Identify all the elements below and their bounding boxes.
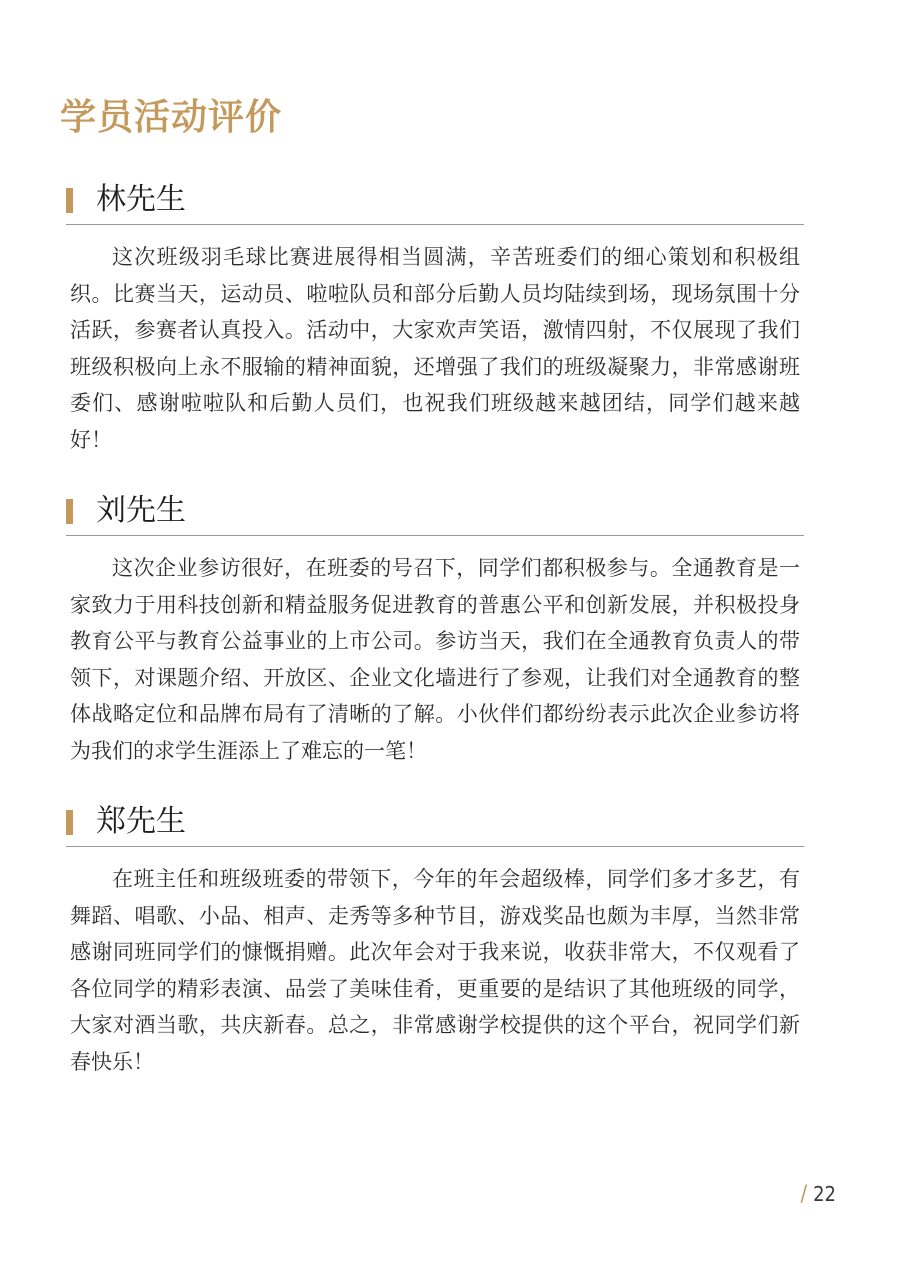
section-name: 郑先生 xyxy=(96,804,186,839)
section-zheng xyxy=(66,802,804,1081)
section-liu xyxy=(66,491,804,770)
section-header xyxy=(66,491,804,536)
section-lin xyxy=(66,180,804,459)
page-number-slash: / xyxy=(800,1182,808,1207)
section-name: 刘先生 xyxy=(96,493,186,528)
page-number xyxy=(800,1180,836,1209)
section-header xyxy=(66,802,804,847)
section-accent-bar xyxy=(66,810,73,835)
section-name: 林先生 xyxy=(96,182,186,217)
page-number-value: 22 xyxy=(813,1182,836,1206)
section-body: 这次班级羽毛球比赛进展得相当圆满，辛苦班委们的细心策划和积极组织。比赛当天，运动员、啦啦队员和部分后勤人员均陆续到场，现场氛围十分活跃，参赛者认真投入。活动中，大家欢声笑语，激情四射，不仅展现了我们班级积极向上永不服输的精神面貌，还增强了我们的班级凝聚力，非常感谢班委们、感谢啦啦队和后勤人员们，也祝我们班级越来越团结，同学们越来越好！ xyxy=(70,245,800,452)
section-header xyxy=(66,180,804,225)
section-accent-bar xyxy=(66,499,73,524)
section-body: 在班主任和班级班委的带领下，今年的年会超级棒，同学们多才多艺，有舞蹈、唱歌、小品、相声、走秀等多种节目，游戏奖品也颇为丰厚，当然非常感谢同班同学们的慷慨捐赠。此次年会对于我来说，收获非常大，不仅观看了各位同学的精彩表演、品尝了美味佳肴，更重要的是结识了其他班级的同学，大家对酒当歌，共庆新春。总之，非常感谢学校提供的这个平台，祝同学们新春快乐！ xyxy=(70,867,800,1074)
section-accent-bar xyxy=(66,188,73,213)
page-title: 学员活动评价 xyxy=(60,97,283,138)
section-body: 这次企业参访很好，在班委的号召下，同学们都积极参与。全通教育是一家致力于用科技创新和精益服务促进教育的普惠公平和创新发展，并积极投身教育公平与教育公益事业的上市公司。参访当天，我们在全通教育负责人的带领下，对课题介绍、开放区、企业文化墙进行了参观，让我们对全通教育的整体战略定位和品牌布局有了清晰的了解。小伙伴们都纷纷表示此次企业参访将为我们的求学生涯添上了难忘的一笔！ xyxy=(70,556,800,763)
